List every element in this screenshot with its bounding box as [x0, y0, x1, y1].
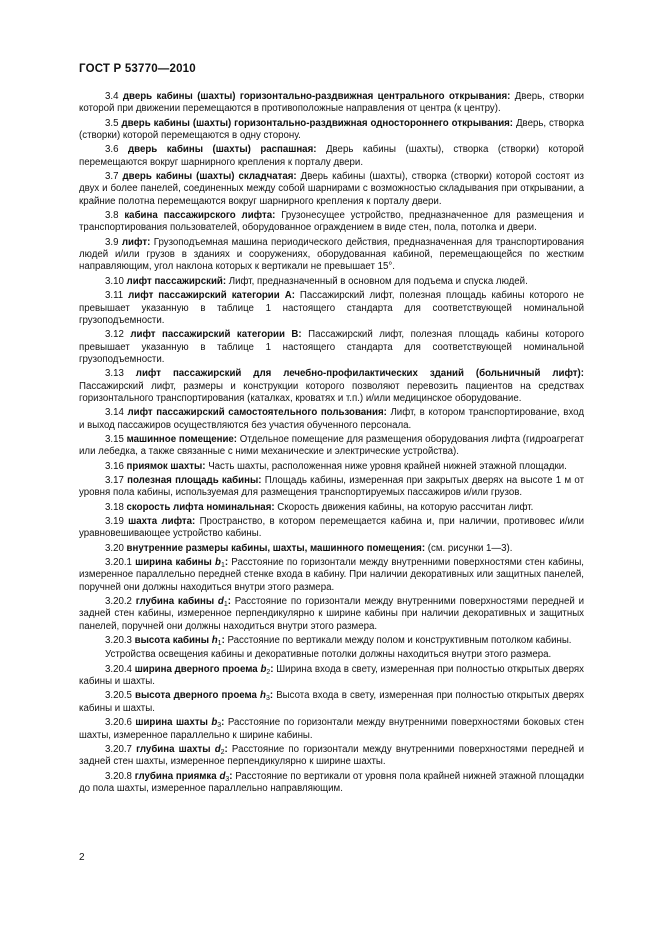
subscript: 2 — [266, 668, 271, 676]
symbol: d — [217, 596, 224, 608]
symbol: d — [214, 743, 221, 755]
term: лифт пассажирский самостоятельного пользования: — [127, 407, 387, 419]
paragraph-3-8 — [79, 210, 584, 235]
text: Дверь кабины (шахты), створка (створки) которой перемещаются вокруг шарнирного крепления к порталу двери. — [79, 144, 584, 168]
paragraph-3-20-3 — [79, 635, 584, 647]
subscript: 1 — [220, 562, 225, 570]
paragraph-3-4 — [79, 91, 584, 116]
text: 3.19 — [105, 516, 129, 527]
paragraph-3-11 — [79, 290, 584, 327]
text: Пассажирский лифт, полезная площадь кабины которого превышает указанную в таблице 1 настоящего стандарта для соответствующей номинальной грузоподъемности. — [79, 329, 585, 365]
paragraph-3-15 — [79, 434, 584, 459]
term: : — [221, 717, 225, 729]
text: Пассажирский лифт, размеры и конструкции которого позволяют перевозить пациентов на средствах горизонтального транспортирования (каталках, кроватях и т.п.) и/или медицинское оборудование. — [79, 380, 584, 404]
text: 3.20.8 — [105, 770, 135, 782]
document-header: ГОСТ Р 53770—2010 — [79, 63, 196, 75]
symbol: h — [260, 690, 266, 702]
term: полезная площадь кабины: — [127, 474, 262, 486]
term: : — [229, 770, 233, 782]
text: (см. рисунки 1—3). — [425, 542, 513, 554]
term: : — [221, 635, 225, 647]
text: 3.20.3 — [105, 635, 135, 647]
paragraph-3-20-6 — [79, 717, 584, 742]
paragraph-3-6 — [79, 144, 584, 169]
subscript: 3 — [217, 722, 222, 730]
term: дверь кабины (шахты) горизонтально-раздвижная центрального открывания: — [122, 91, 511, 102]
term: дверь кабины (шахты) складчатая: — [122, 171, 297, 183]
paragraph-3-20-7 — [79, 744, 584, 769]
term: высота кабины — [134, 635, 212, 647]
text: 3.20.1 — [105, 557, 136, 569]
text: 3.5 — [105, 117, 122, 129]
paragraph-3-20-5 — [79, 690, 584, 715]
text: Площадь кабины, измеренная при закрытых дверях на высоте 1 м от уровня пола кабины, используемая для размещения транспортируемых пассажиров и/или грузов. — [79, 474, 585, 499]
text: Отдельное помещение для размещения оборудования лифта (гидроагрегат или лебедка, а также связанные с ними механические и электрические устройства). — [79, 433, 584, 458]
text: Дверь кабины (шахты), створка (створки) которой состоят из двух и более панелей, соединенных между собой шарнирами с возможностью складывания при открывании, а крайние полотна перемещаются вокруг шарнирного крепления к порталу двери. — [79, 171, 585, 207]
term: приямок шахты: — [126, 460, 206, 472]
subscript: 2 — [220, 748, 225, 756]
text: 3.8 — [105, 210, 125, 222]
symbol: h — [211, 635, 218, 647]
text: 3.6 — [105, 144, 128, 156]
text: 3.10 — [105, 275, 127, 287]
page-number: 2 — [79, 852, 85, 863]
paragraph-3-20-1 — [79, 557, 584, 594]
paragraph-3-20-8 — [79, 771, 584, 796]
paragraph-3-18 — [79, 502, 584, 514]
term: ширина шахты — [135, 717, 212, 729]
paragraph-3-16 — [79, 461, 584, 473]
paragraph-3-5 — [79, 118, 584, 143]
term: лифт пассажирский категории В: — [130, 329, 302, 341]
symbol: b — [215, 557, 221, 569]
term: лифт пассажирский категории А: — [128, 290, 295, 302]
paragraph-3-12 — [79, 329, 584, 366]
text: Грузонесущее устройство, предназначенное для размещения и транспортирования пользователей, оборудованное ограждением в виде стен, пола, потолка и двери. — [79, 210, 584, 234]
term: : — [227, 596, 231, 608]
paragraph-3-10 — [79, 276, 584, 288]
term: скорость лифта номинальная: — [126, 501, 275, 513]
text: 3.17 — [105, 474, 128, 486]
subscript: 1 — [223, 601, 228, 609]
text: Часть шахты, расположенная ниже уровня крайней нижней этажной площадки. — [205, 460, 567, 472]
text: 3.20.6 — [105, 717, 136, 729]
term: глубина шахты — [136, 743, 215, 755]
text: Скорость движения кабины, на которую рассчитан лифт. — [274, 501, 534, 513]
term: : — [270, 663, 274, 675]
text: Лифт, в котором транспортирование, вход и выход пассажиров осуществляются без участия обученного персонала. — [79, 407, 585, 431]
term: высота дверного проема — [135, 690, 261, 702]
term: ширина дверного проема — [134, 663, 261, 675]
paragraph-3-20-3-note — [79, 649, 584, 661]
term: внутренние размеры кабины, шахты, машинного помещения: — [126, 542, 426, 554]
paragraph-3-20 — [79, 543, 584, 555]
paragraph-3-17 — [79, 475, 584, 500]
paragraph-3-7 — [79, 171, 584, 208]
text: Пространство, в котором перемещается кабина и, при наличии, противовес и/или уравновешивающее устройство кабины. — [79, 516, 584, 540]
term: : — [224, 557, 229, 569]
term: машинное помещение: — [126, 433, 238, 445]
term: лифт: — [121, 236, 151, 248]
text: Ширина входа в свету, измеренная при полностью открытых дверях кабины и шахты. — [79, 663, 584, 688]
text: 3.12 — [105, 329, 131, 341]
term: кабина пассажирского лифта: — [124, 210, 276, 222]
text: 3.20.5 — [105, 690, 136, 702]
paragraph-3-9 — [79, 237, 584, 274]
paragraph-3-19 — [79, 516, 584, 541]
text: Лифт, предназначенный в основном для подъема и спуска людей. — [226, 275, 528, 287]
paragraph-3-13 — [79, 368, 584, 405]
text: Расстояние по горизонтали между внутренними поверхностями стен кабины, измеренное параллельно передней стенке входа в кабину. При наличии декоративных или защитных панелей, поручней они должны находиться внутри этого размера. — [79, 557, 584, 593]
subscript: 3 — [265, 695, 270, 703]
symbol: b — [211, 717, 218, 729]
term: лифт пассажирский: — [126, 275, 227, 287]
subscript: 1 — [217, 640, 222, 648]
paragraph-3-14 — [79, 407, 584, 432]
subscript: 3 — [225, 775, 230, 783]
term: дверь кабины (шахты) горизонтально-раздвижная одностороннего открывания: — [121, 117, 514, 129]
text: 3.16 — [105, 460, 127, 472]
text: 3.20.7 — [105, 743, 137, 755]
term: глубина кабины — [135, 596, 218, 608]
term: : — [269, 690, 274, 702]
text: 3.11 — [105, 290, 129, 302]
symbol: b — [260, 663, 267, 675]
term: : — [224, 743, 228, 755]
term: шахта лифта: — [128, 516, 196, 527]
text: 3.18 — [105, 501, 127, 513]
paragraph-3-20-4 — [79, 664, 584, 689]
text: 3.20 — [105, 542, 127, 554]
text: Грузоподъемная машина периодического действия, предназначенная для транспортирования людей и/или грузов в зданиях и сооружениях, оборудованная кабиной, перемещающейся по жестким направляющим, угол наклона которых к вертикали не превышает 15°. — [79, 236, 584, 273]
term: глубина приямка — [134, 770, 220, 782]
paragraph-3-20-2 — [79, 596, 584, 633]
term: лифт пассажирский для лечебно-профилактических зданий (больничный лифт): — [135, 368, 584, 380]
text: 3.13 — [105, 368, 136, 380]
text: Расстояние по горизонтали между внутренними поверхностями передней и задней стен шахты, измеренное перпендикулярно к ширине шахты. — [79, 743, 584, 768]
text: Дверь, створки которой при движении перемещаются в противоположные направления от центра (к центру). — [79, 91, 584, 115]
text: 3.14 — [105, 407, 128, 419]
text: Высота входа в свету, измеренная при полностью открытых дверях кабины и шахты. — [79, 690, 584, 714]
text: 3.7 — [105, 171, 123, 183]
text: Устройства освещения кабины и декоративные потолки должны находиться внутри этого размера. — [105, 649, 552, 661]
text: Расстояние по вертикали от уровня пола крайней нижней этажной площадки до пола шахты, измеренное параллельно направляющим. — [79, 770, 584, 794]
text: 3.4 — [105, 91, 123, 102]
term: ширина кабины — [135, 557, 216, 569]
text: Расстояние по горизонтали между внутренними поверхностями передней и задней стен кабины, измеренное перпендикулярно к ширине кабины при наличии декоративных и защитных панелей, поручней они должны находиться внутри этого размера. — [79, 596, 584, 632]
text: 3.20.4 — [105, 663, 135, 675]
text: 3.15 — [105, 433, 127, 445]
text: Расстояние по вертикали между полом и конструктивным потолком кабины. — [224, 635, 572, 647]
document-body — [79, 91, 584, 797]
text: Расстояние по горизонтали между внутренними поверхностями боковых стен шахты, измеренное параллельно к ширине кабины. — [79, 717, 584, 741]
symbol: d — [219, 770, 226, 782]
text: Дверь, створка (створки) которой перемещаются в одну сторону. — [79, 117, 584, 142]
text: Пассажирский лифт, полезная площадь кабины которого не превышает указанную в таблице 1 настоящего стандарта для соответствующей номинальной грузоподъемности. — [79, 290, 584, 326]
text: 3.9 — [105, 236, 122, 248]
term: дверь кабины (шахты) распашная: — [127, 144, 317, 156]
text: 3.20.2 — [105, 596, 136, 608]
